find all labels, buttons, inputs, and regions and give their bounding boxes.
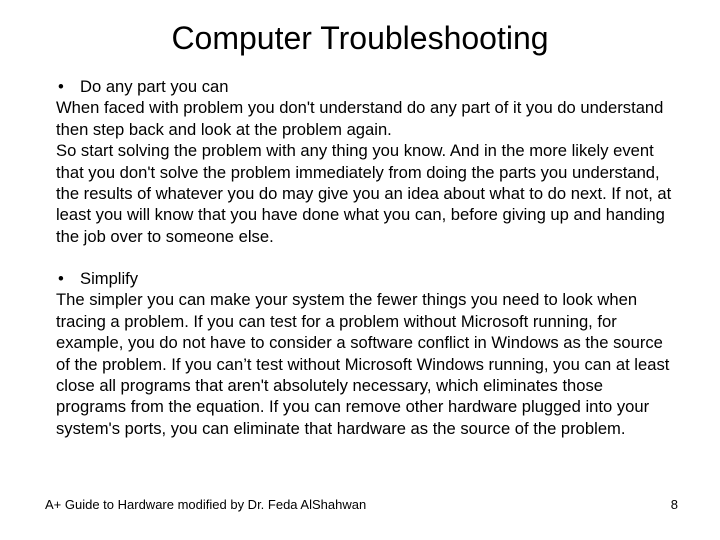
page-number: 8 <box>670 497 678 512</box>
bullet-heading <box>56 76 676 97</box>
section-heading: Do any part you can <box>80 77 229 96</box>
bullet-icon: • <box>58 269 64 288</box>
paragraph: When faced with problem you don't understand do any part of it you do understand then step back and look at the problem again. <box>56 98 664 139</box>
slide-title: Computer Troubleshooting <box>171 20 549 56</box>
section-heading: Simplify <box>80 269 139 288</box>
bullet-icon: • <box>58 77 64 96</box>
section-simplify <box>56 268 676 439</box>
paragraph: The simpler you can make your system the fewer things you need to look when tracing a problem. If you can test for a problem without Microsoft running, for example, you do not have to consider a software conflict in Windows as the source of the problem. If you can’t test without Microsoft Windows running, you can at least close all programs that aren't absolutely necessary, which eliminates those programs from the equation. If you can remove other hardware plugged into your system's ports, you can eliminate that hardware as the source of the problem. <box>56 290 670 438</box>
footer-credit: A+ Guide to Hardware modified by Dr. Feda AlShahwan <box>45 497 367 512</box>
paragraph: So start solving the problem with any thing you know. And in the more likely event that you don't solve the problem immediately from doing the parts you understand, the results of whatever you do may give you an idea about what to do next. If not, at least you will know that you have done what you can, before giving up and handing the job over to someone else. <box>56 141 672 246</box>
bullet-heading <box>56 268 676 289</box>
section-do-any-part <box>56 76 676 247</box>
